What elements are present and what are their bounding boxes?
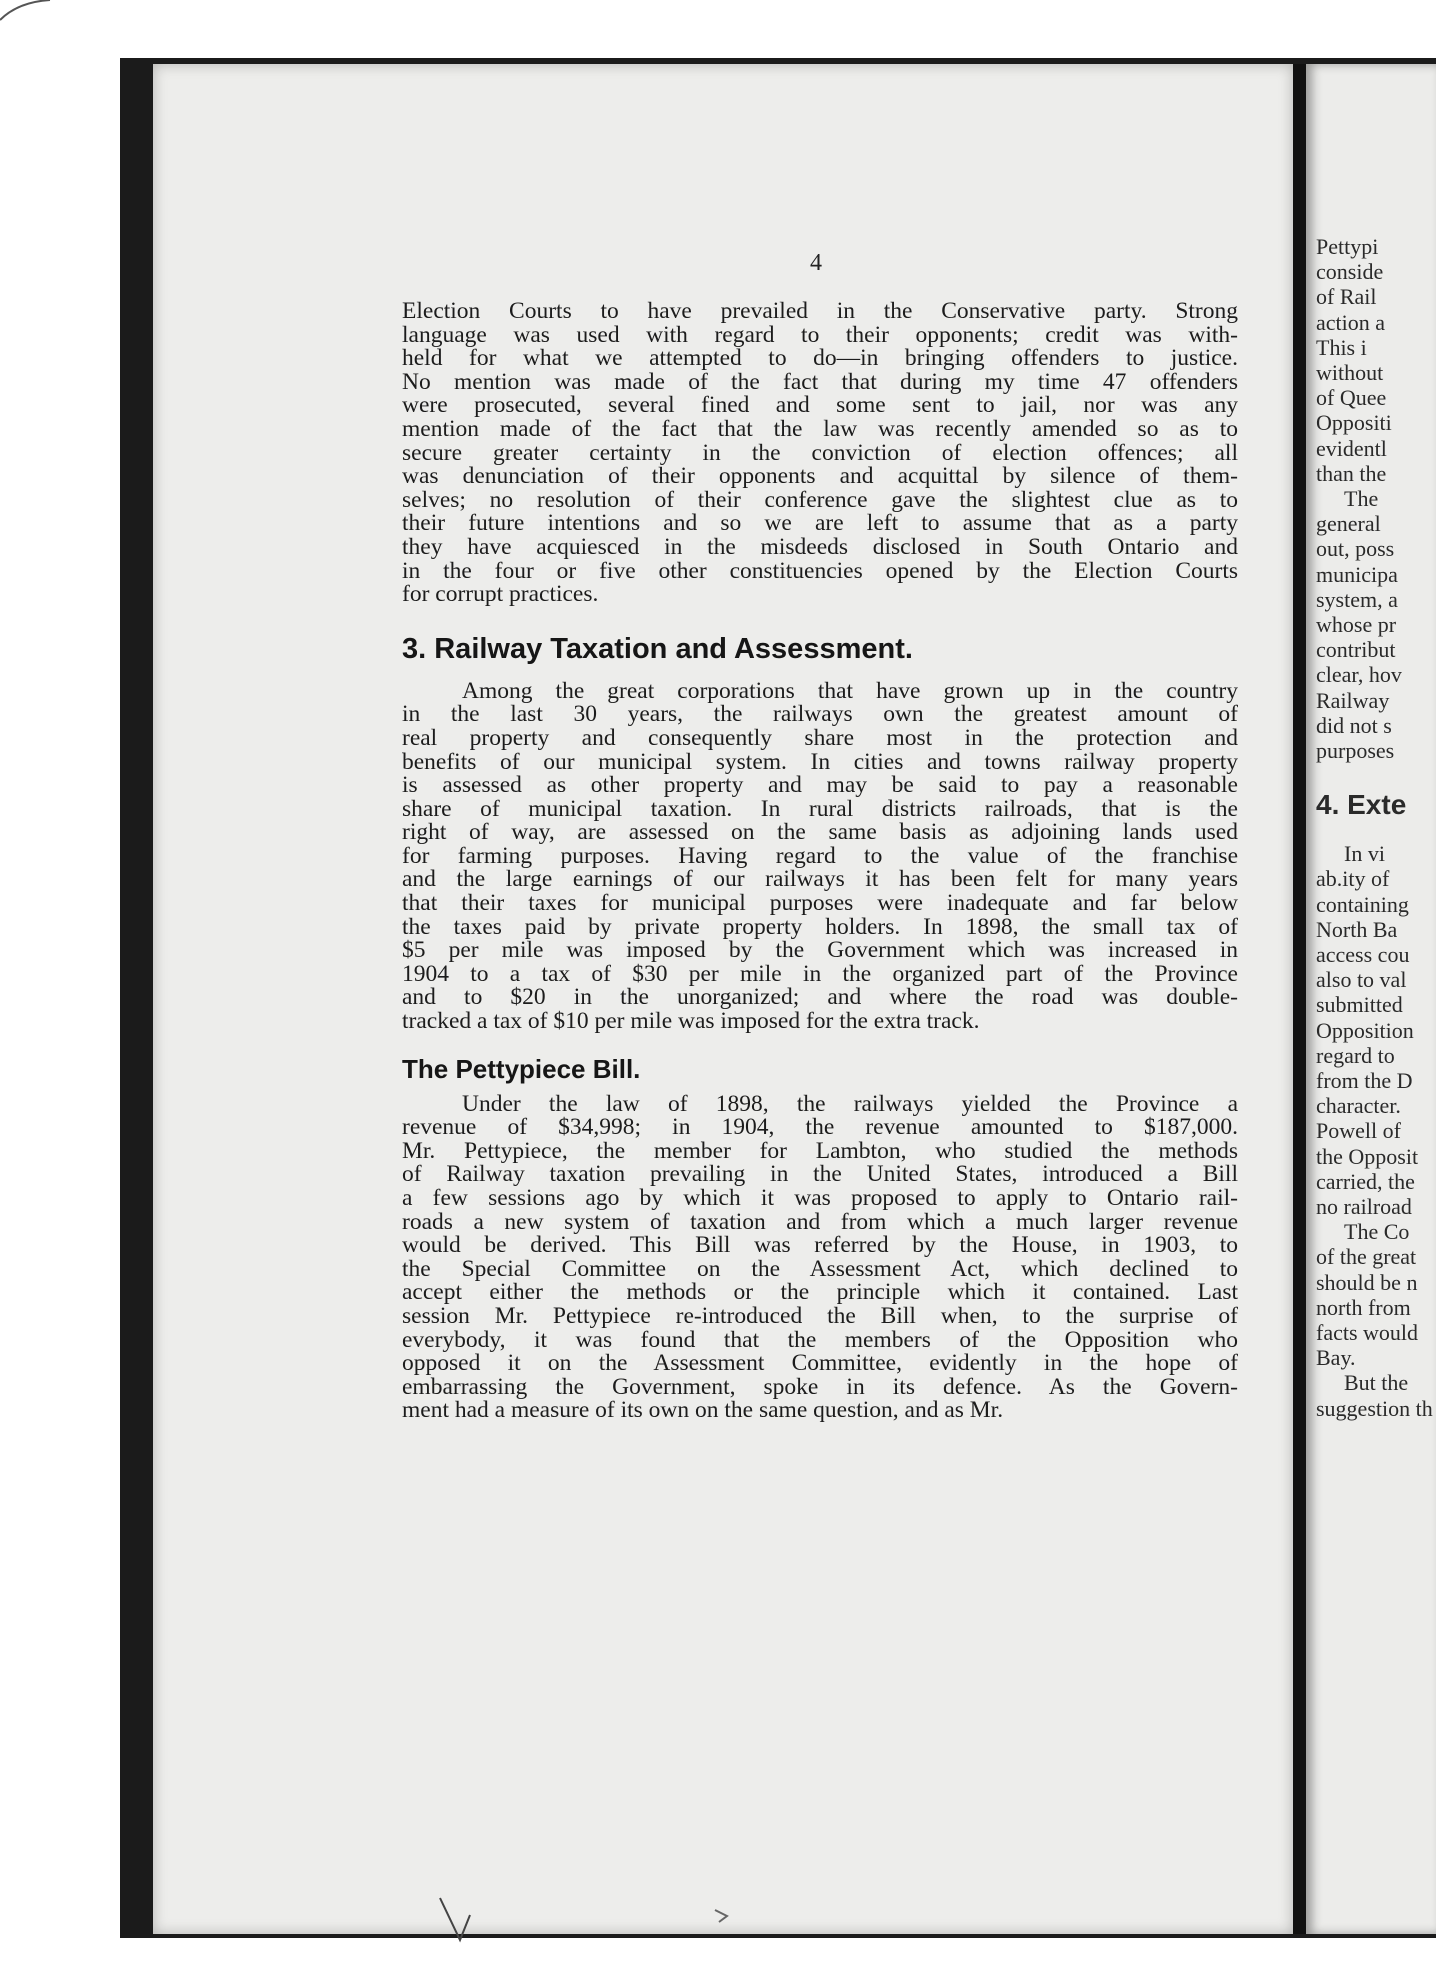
text-line: for corrupt practices. — [402, 581, 599, 608]
next-page-line: North Ba — [1316, 916, 1398, 942]
next-page-line: 4. Exte — [1316, 789, 1407, 821]
next-page-line: In vi — [1344, 841, 1385, 867]
next-page-line: containing — [1316, 891, 1409, 917]
text-line: session Mr. Pettypiece re-introduced the Bill when, to the surprise of — [402, 1302, 1238, 1329]
text-line: real property and consequently share most in the protection and — [402, 724, 1238, 751]
text-line: benefits of our municipal system. In cities and towns railway property — [402, 748, 1238, 775]
next-page-line: municipa — [1316, 561, 1398, 587]
text-line: $5 per mile was imposed by the Government which was increased in — [402, 937, 1238, 964]
text-line: Mr. Pettypiece, the member for Lambton, who studied the methods — [402, 1137, 1238, 1164]
next-page-line: from the D — [1316, 1068, 1413, 1093]
text-line: and to $20 in the unorganized; and where the road was double- — [402, 984, 1238, 1011]
next-page-line: of Quee — [1316, 385, 1387, 411]
text-line: tracked a tax of $10 per mile was imposed for the extra track. — [402, 1008, 980, 1035]
next-page-line: than the — [1316, 460, 1387, 486]
text-line: Election Courts to have prevailed in the Conservative party. Strong — [402, 298, 1238, 324]
next-page-line: purposes — [1316, 738, 1395, 763]
next-page-line: out, poss — [1316, 536, 1395, 562]
next-page-line: But the — [1344, 1370, 1409, 1396]
next-page-line: evidentl — [1316, 435, 1387, 461]
text-line: would be derived. This Bill was referred by the House, in 1903, to — [402, 1232, 1238, 1259]
next-page-line: Oppositi — [1316, 410, 1392, 436]
next-page-line: Powell of — [1316, 1118, 1401, 1144]
text-line: selves; no resolution of their conference gave the slightest clue as to — [402, 486, 1238, 513]
next-page-line: Pettypi — [1316, 234, 1379, 259]
text-line: a few sessions ago by which it was proposed to apply to Ontario rail- — [402, 1185, 1238, 1211]
next-page-line: no railroad — [1316, 1194, 1412, 1219]
text-line: for farming purposes. Having regard to the value of the franchise — [402, 842, 1238, 869]
text-line: their future intentions and so we are left to assume that as a party — [402, 510, 1238, 537]
next-page-line: clear, hov — [1316, 662, 1402, 688]
text-line: right of way, are assessed on the same basis as adjoining lands used — [402, 819, 1238, 846]
next-page-line: north from — [1316, 1294, 1411, 1320]
next-page-line: conside — [1316, 259, 1384, 285]
next-page-line: general — [1316, 511, 1381, 537]
text-line: everybody, it was found that the members of the Opposition who — [402, 1326, 1238, 1353]
next-page-line: ab.ity of — [1316, 866, 1390, 892]
next-page-line: system, a — [1316, 586, 1398, 612]
next-page-line: Railway — [1316, 687, 1390, 713]
text-line: No mention was made of the fact that during my time 47 offenders — [402, 368, 1238, 395]
next-page-line: of the great — [1316, 1244, 1417, 1270]
text-line: Among the great corporations that have grown up in the country — [462, 677, 1238, 704]
page-number: 4 — [810, 250, 822, 276]
section-heading-railway-taxation: 3. Railway Taxation and Assessment. — [402, 632, 913, 665]
text-line: in the last 30 years, the railways own the greatest amount of — [402, 701, 1238, 728]
next-page-line: also to val — [1316, 967, 1407, 993]
text-line: embarrassing the Government, spoke in its defence. As the Govern- — [402, 1373, 1238, 1400]
text-line: share of municipal taxation. In rural districts railroads, that is the — [402, 795, 1238, 822]
next-page-line: without — [1316, 360, 1384, 385]
text-line: and the large earnings of our railways it has been felt for many years — [402, 866, 1238, 893]
next-page-line: the Opposit — [1316, 1143, 1419, 1169]
text-line: roads a new system of taxation and from which a much larger revenue — [402, 1208, 1238, 1235]
text-line: held for what we attempted to do—in bringing offenders to justice. — [402, 345, 1238, 372]
text-line: in the four or five other constituencies opened by the Election Courts — [402, 557, 1238, 584]
text-line: revenue of $34,998; in 1904, the revenue amounted to $187,000. — [402, 1114, 1238, 1141]
text-line: was denunciation of their opponents and acquittal by silence of them- — [402, 463, 1238, 490]
text-line: that their taxes for municipal purposes were inadequate and far below — [402, 890, 1238, 917]
text-line: opposed it on the Assessment Committee, evidently in the hope of — [402, 1350, 1238, 1377]
text-line: accept either the methods or the principle which it contained. Last — [402, 1279, 1238, 1306]
text-line: mention made of the fact that the law was recently amended so as to — [402, 415, 1238, 442]
section-heading-pettypiece-bill: The Pettypiece Bill. — [402, 1053, 641, 1084]
text-line: Under the law of 1898, the railways yielded the Province a — [462, 1090, 1238, 1117]
text-line: secure greater certainty in the conviction of election offences; all — [402, 439, 1238, 466]
next-page-line: The — [1344, 486, 1379, 511]
text-line: ment had a measure of its own on the same question, and as Mr. — [402, 1397, 1004, 1424]
next-page-line: carried, the — [1316, 1168, 1415, 1194]
text-line: is assessed as other property and may be said to pay a reasonable — [402, 772, 1238, 799]
next-page-line: facts would — [1316, 1320, 1419, 1345]
next-page-line: action a — [1316, 309, 1386, 335]
next-page-line: regard to — [1316, 1042, 1395, 1068]
next-page-line: Bay. — [1316, 1345, 1356, 1371]
text-line: the taxes paid by private property holders. In 1898, the small tax of — [402, 913, 1238, 940]
next-page-line: of Rail — [1316, 284, 1377, 310]
next-page-line: character. — [1316, 1093, 1401, 1119]
text-line: 1904 to a tax of $30 per mile in the organized part of the Province — [402, 960, 1238, 987]
next-page-line: contribut — [1316, 637, 1396, 663]
next-page-line: did not s — [1316, 712, 1392, 738]
next-page-line: suggestion th — [1316, 1395, 1433, 1421]
next-page-line: whose pr — [1316, 612, 1397, 637]
text-line: they have acquiesced in the misdeeds disclosed in South Ontario and — [402, 533, 1238, 560]
next-page-line: Opposition — [1316, 1017, 1414, 1043]
next-page-line: The Co — [1344, 1219, 1410, 1245]
text-line: were prosecuted, several fined and some sent to jail, nor was any — [402, 392, 1238, 419]
next-page-line: This i — [1316, 334, 1367, 360]
text-line: of Railway taxation prevailing in the United States, introduced a Bill — [402, 1161, 1238, 1188]
next-page-line: submitted — [1316, 992, 1403, 1018]
text-line: the Special Committee on the Assessment Act, which declined to — [402, 1255, 1238, 1282]
next-page-line: access cou — [1316, 942, 1410, 967]
next-page-line: should be n — [1316, 1269, 1418, 1295]
text-line: language was used with regard to their opponents; credit was with- — [402, 321, 1238, 348]
